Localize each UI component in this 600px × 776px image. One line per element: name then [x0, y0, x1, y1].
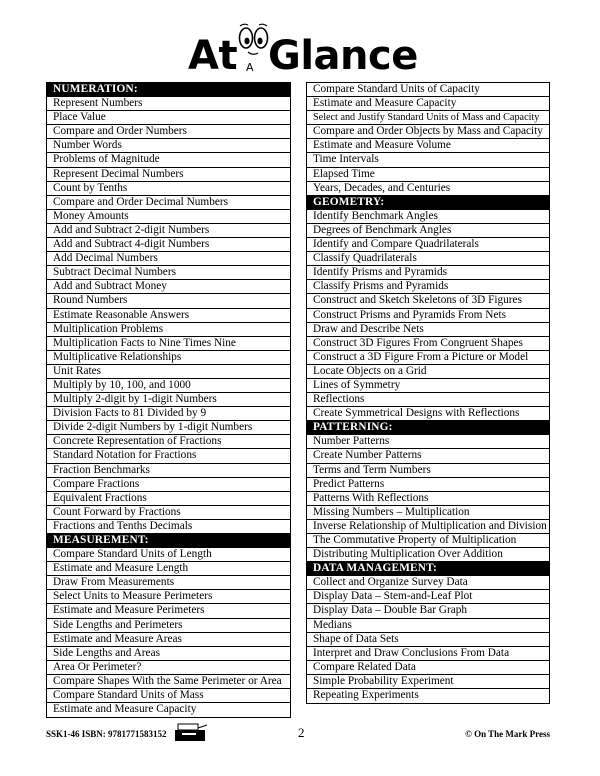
- topic-row: Create Number Patterns: [307, 449, 549, 463]
- topic-row: Place Value: [47, 111, 290, 125]
- title-word-glance: Glance: [268, 33, 418, 79]
- page-footer: [46, 726, 550, 746]
- topic-row: Display Data – Double Bar Graph: [307, 604, 549, 618]
- topic-row: Classify Quadrilaterals: [307, 252, 549, 266]
- section-header: GEOMETRY:: [307, 196, 549, 210]
- topic-row: Compare Standard Units of Mass: [47, 689, 290, 703]
- topic-row: Patterns With Reflections: [307, 492, 549, 506]
- topic-row: Divide 2-digit Numbers by 1-digit Numbers: [47, 421, 290, 435]
- topic-row: Compare Standard Units of Capacity: [307, 83, 549, 97]
- topic-row: Degrees of Benchmark Angles: [307, 224, 549, 238]
- topic-row: Area Or Perimeter?: [47, 661, 290, 675]
- topic-row: Number Patterns: [307, 435, 549, 449]
- topic-row: Terms and Term Numbers: [307, 464, 549, 478]
- topic-row: Repeating Experiments: [313, 689, 419, 702]
- topic-row: Equivalent Fractions: [47, 492, 290, 506]
- topic-row: Compare and Order Decimal Numbers: [47, 196, 290, 210]
- topic-row: Estimate and Measure Capacity: [53, 703, 197, 716]
- topic-row: Inverse Relationship of Multiplication and Division: [307, 520, 549, 534]
- topic-row: Add and Subtract Money: [47, 280, 290, 294]
- topic-row: Multiplication Facts to Nine Times Nine: [47, 337, 290, 351]
- topic-row: Money Amounts: [47, 210, 290, 224]
- topic-row: Fractions and Tenths Decimals: [47, 520, 290, 534]
- topic-row: Simple Probability Experiment: [307, 675, 549, 689]
- topic-row: Distributing Multiplication Over Addition: [307, 548, 549, 562]
- topic-row: Compare Standard Units of Length: [47, 548, 290, 562]
- topic-row: Multiplication Problems: [47, 323, 290, 337]
- left-column: [46, 82, 291, 718]
- topic-row: Estimate and Measure Capacity: [307, 97, 549, 111]
- topic-row: Side Lengths and Areas: [47, 647, 290, 661]
- topic-row: Create Symmetrical Designs with Reflections: [307, 407, 549, 421]
- topic-row: Compare Fractions: [47, 478, 290, 492]
- topic-row: Problems of Magnitude: [47, 153, 290, 167]
- topic-row: Represent Decimal Numbers: [47, 168, 290, 182]
- topic-row: Classify Prisms and Pyramids: [307, 280, 549, 294]
- printer-icon: [174, 723, 208, 743]
- section-header: DATA MANAGEMENT:: [307, 562, 549, 576]
- topic-row: Compare Related Data: [307, 661, 549, 675]
- mascot-letter: A: [246, 61, 254, 74]
- topic-row: Add and Subtract 4-digit Numbers: [47, 238, 290, 252]
- topic-row: Estimate and Measure Length: [47, 562, 290, 576]
- publisher-text: © On The Mark Press: [465, 729, 550, 739]
- page-title: [0, 10, 600, 80]
- topic-row: Shape of Data Sets: [307, 633, 549, 647]
- topic-row: Multiply 2-digit by 1-digit Numbers: [47, 393, 290, 407]
- topic-row: Construct and Sketch Skeletons of 3D Figures: [307, 294, 549, 308]
- page-number: 2: [298, 725, 305, 740]
- topic-row: Estimate and Measure Perimeters: [47, 604, 290, 618]
- topic-row: Display Data – Stem-and-Leaf Plot: [307, 590, 549, 604]
- topic-row: Draw and Describe Nets: [307, 323, 549, 337]
- section-header: MEASUREMENT:: [47, 534, 290, 548]
- topic-row: Round Numbers: [47, 294, 290, 308]
- topic-row: Estimate and Measure Volume: [307, 139, 549, 153]
- topic-row: Side Lengths and Perimeters: [47, 619, 290, 633]
- topic-row: Construct 3D Figures From Congruent Shapes: [307, 337, 549, 351]
- topic-row: Identify Prisms and Pyramids: [307, 266, 549, 280]
- topic-row: Select and Justify Standard Units of Mass and Capacity: [307, 111, 549, 125]
- topic-row: Construct a 3D Figure From a Picture or Model: [307, 351, 549, 365]
- topic-row: Predict Patterns: [307, 478, 549, 492]
- topic-row: Multiplicative Relationships: [47, 351, 290, 365]
- topic-row: Estimate Reasonable Answers: [47, 309, 290, 323]
- topic-row: Number Words: [47, 139, 290, 153]
- topic-row: Identify Benchmark Angles: [307, 210, 549, 224]
- topic-row: Locate Objects on a Grid: [307, 365, 549, 379]
- topic-row: Add and Subtract 2-digit Numbers: [47, 224, 290, 238]
- topic-row: Construct Prisms and Pyramids From Nets: [307, 309, 549, 323]
- topic-row: Fraction Benchmarks: [47, 464, 290, 478]
- topic-row: Compare Shapes With the Same Perimeter or Area: [47, 675, 290, 689]
- topic-row: Interpret and Draw Conclusions From Data: [307, 647, 549, 661]
- topic-row: Elapsed Time: [307, 168, 549, 182]
- topic-row: Reflections: [307, 393, 549, 407]
- right-column: [306, 82, 550, 704]
- topic-row: Estimate and Measure Areas: [47, 633, 290, 647]
- topic-row: Missing Numbers – Multiplication: [307, 506, 549, 520]
- title-word-at: At: [188, 33, 238, 79]
- topic-row: The Commutative Property of Multiplication: [307, 534, 549, 548]
- topic-row: Draw From Measurements: [47, 576, 290, 590]
- topic-row: Compare and Order Numbers: [47, 125, 290, 139]
- topic-row: Represent Numbers: [47, 97, 290, 111]
- right-topic-table: [306, 82, 550, 704]
- topic-row: Concrete Representation of Fractions: [47, 435, 290, 449]
- topic-row: Compare and Order Objects by Mass and Capacity: [307, 125, 549, 139]
- topic-row: Identify and Compare Quadrilaterals: [307, 238, 549, 252]
- left-topic-table: [46, 82, 291, 718]
- topic-row: Collect and Organize Survey Data: [307, 576, 549, 590]
- topic-row: Count Forward by Fractions: [47, 506, 290, 520]
- topic-row: Standard Notation for Fractions: [47, 449, 290, 463]
- section-header: PATTERNING:: [307, 421, 549, 435]
- topic-row: Unit Rates: [47, 365, 290, 379]
- topic-row: Years, Decades, and Centuries: [307, 182, 549, 196]
- topic-row: Add Decimal Numbers: [47, 252, 290, 266]
- topic-row: Medians: [307, 619, 549, 633]
- isbn-text: SSK1-46 ISBN: 9781771583152: [46, 729, 167, 739]
- topic-row: Select Units to Measure Perimeters: [47, 590, 290, 604]
- topic-row: Subtract Decimal Numbers: [47, 266, 290, 280]
- topic-row: Lines of Symmetry: [307, 379, 549, 393]
- section-header: NUMERATION:: [47, 83, 290, 97]
- topic-row: Count by Tenths: [47, 182, 290, 196]
- topic-row: Division Facts to 81 Divided by 9: [47, 407, 290, 421]
- topic-row: Time Intervals: [307, 153, 549, 167]
- topic-row: Multiply by 10, 100, and 1000: [47, 379, 290, 393]
